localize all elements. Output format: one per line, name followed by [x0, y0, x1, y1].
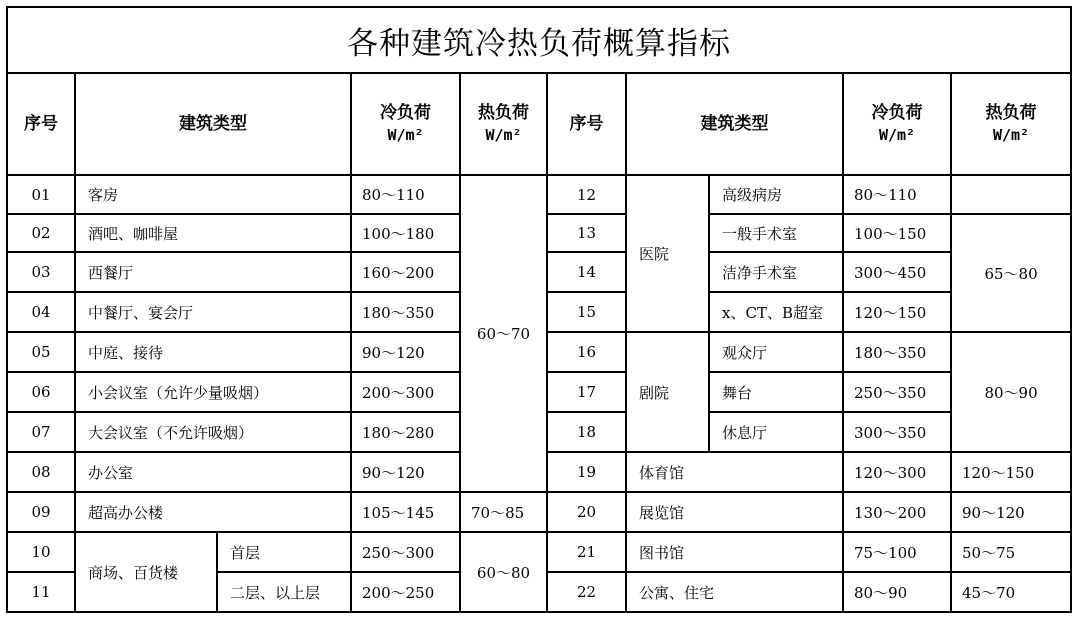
- cool-cell: 120～150: [843, 292, 951, 332]
- heat-group-cell: 60～80: [460, 532, 547, 612]
- title-row: [7, 7, 1071, 73]
- seq-cell: 02: [7, 214, 75, 252]
- cool-cell: 300～450: [843, 252, 951, 292]
- seq-cell: 04: [7, 292, 75, 332]
- cool-cell: 100～150: [843, 214, 951, 252]
- header-seq-left: 序号: [7, 73, 75, 175]
- seq-cell: 01: [7, 175, 75, 214]
- type-cell: x、CT、B超室: [709, 292, 843, 332]
- category-mall: 商场、百货楼: [75, 532, 217, 612]
- seq-cell: 03: [7, 252, 75, 292]
- type-cell: 展览馆: [626, 492, 843, 532]
- cool-cell: 160～200: [351, 252, 460, 292]
- header-heat-label: 热负荷: [478, 103, 529, 123]
- type-cell: 超高办公楼: [75, 492, 351, 532]
- heat-cell: 70～85: [460, 492, 547, 532]
- cool-cell: 300～350: [843, 412, 951, 452]
- heat-group-cell: 60～70: [460, 175, 547, 492]
- header-row: [7, 73, 1071, 175]
- seq-cell: 08: [7, 452, 75, 492]
- type-cell: 酒吧、咖啡屋: [75, 214, 351, 252]
- cool-cell: 130～200: [843, 492, 951, 532]
- subtype-cell: 二层、以上层: [217, 572, 351, 612]
- table-row: [7, 492, 1071, 532]
- seq-cell: 14: [547, 252, 626, 292]
- cool-cell: 180～350: [351, 292, 460, 332]
- table-row: [7, 532, 1071, 572]
- category-theater: 剧院: [626, 332, 709, 452]
- seq-cell: 13: [547, 214, 626, 252]
- seq-cell: 07: [7, 412, 75, 452]
- header-heat-right: [951, 73, 1071, 175]
- heat-cell: 50～75: [951, 532, 1071, 572]
- seq-cell: 10: [7, 532, 75, 572]
- seq-cell: 21: [547, 532, 626, 572]
- seq-cell: 18: [547, 412, 626, 452]
- seq-cell: 15: [547, 292, 626, 332]
- header-type-right: 建筑类型: [626, 73, 843, 175]
- type-cell: 高级病房: [709, 175, 843, 214]
- table-container: [6, 6, 1070, 613]
- type-cell: 客房: [75, 175, 351, 214]
- cool-cell: 250～300: [351, 532, 460, 572]
- header-heat-unit: W/m²: [992, 126, 1030, 144]
- type-cell: 中庭、接待: [75, 332, 351, 372]
- seq-cell: 16: [547, 332, 626, 372]
- type-cell: 大会议室（不允许吸烟）: [75, 412, 351, 452]
- cool-cell: 80～110: [843, 175, 951, 214]
- seq-cell: 20: [547, 492, 626, 532]
- cool-cell: 80～90: [843, 572, 951, 612]
- seq-cell: 11: [7, 572, 75, 612]
- seq-cell: 19: [547, 452, 626, 492]
- cool-cell: 80～110: [351, 175, 460, 214]
- header-cool-label: 冷负荷: [871, 103, 923, 123]
- type-cell: 洁净手术室: [709, 252, 843, 292]
- header-cool-unit: W/m²: [387, 126, 424, 144]
- type-cell: 观众厅: [709, 332, 843, 372]
- subtype-cell: 首层: [217, 532, 351, 572]
- type-cell: 公寓、住宅: [626, 572, 843, 612]
- header-heat-left: [460, 73, 547, 175]
- cool-cell: 90～120: [351, 452, 460, 492]
- header-cool-label: 冷负荷: [380, 103, 431, 123]
- table-row: [7, 175, 1071, 214]
- cool-cell: 100～180: [351, 214, 460, 252]
- seq-cell: 06: [7, 372, 75, 412]
- type-cell: 图书馆: [626, 532, 843, 572]
- type-cell: 小会议室（允许少量吸烟）: [75, 372, 351, 412]
- heat-cell: 120～150: [951, 452, 1071, 492]
- type-cell: 舞台: [709, 372, 843, 412]
- seq-cell: 09: [7, 492, 75, 532]
- seq-cell: 17: [547, 372, 626, 412]
- cool-cell: 200～250: [351, 572, 460, 612]
- category-hospital: 医院: [626, 175, 709, 332]
- heat-group-cell: 65～80: [951, 214, 1071, 332]
- header-seq-right: 序号: [547, 73, 626, 175]
- cool-cell: 90～120: [351, 332, 460, 372]
- cool-cell: 180～350: [843, 332, 951, 372]
- seq-cell: 05: [7, 332, 75, 372]
- header-heat-label: 热负荷: [985, 103, 1037, 123]
- cool-cell: 105～145: [351, 492, 460, 532]
- type-cell: 一般手术室: [709, 214, 843, 252]
- type-cell: 西餐厅: [75, 252, 351, 292]
- type-cell: 休息厅: [709, 412, 843, 452]
- header-cool-unit: W/m²: [878, 126, 916, 144]
- seq-cell: 22: [547, 572, 626, 612]
- heat-cell: 90～120: [951, 492, 1071, 532]
- type-cell: 中餐厅、宴会厅: [75, 292, 351, 332]
- header-heat-unit: W/m²: [485, 126, 522, 144]
- cool-cell: 250～350: [843, 372, 951, 412]
- cool-cell: 200～300: [351, 372, 460, 412]
- header-cool-left: [351, 73, 460, 175]
- page-title: 各种建筑冷热负荷概算指标: [7, 7, 1071, 73]
- seq-cell: 12: [547, 175, 626, 214]
- cool-cell: 180～280: [351, 412, 460, 452]
- load-index-table: [6, 6, 1072, 613]
- cool-cell: 75～100: [843, 532, 951, 572]
- heat-group-cell: 80～90: [951, 332, 1071, 452]
- heat-cell: [951, 175, 1071, 214]
- type-cell: 办公室: [75, 452, 351, 492]
- heat-cell: 45～70: [951, 572, 1071, 612]
- header-type-left: 建筑类型: [75, 73, 351, 175]
- type-cell: 体育馆: [626, 452, 843, 492]
- cool-cell: 120～300: [843, 452, 951, 492]
- header-cool-right: [843, 73, 951, 175]
